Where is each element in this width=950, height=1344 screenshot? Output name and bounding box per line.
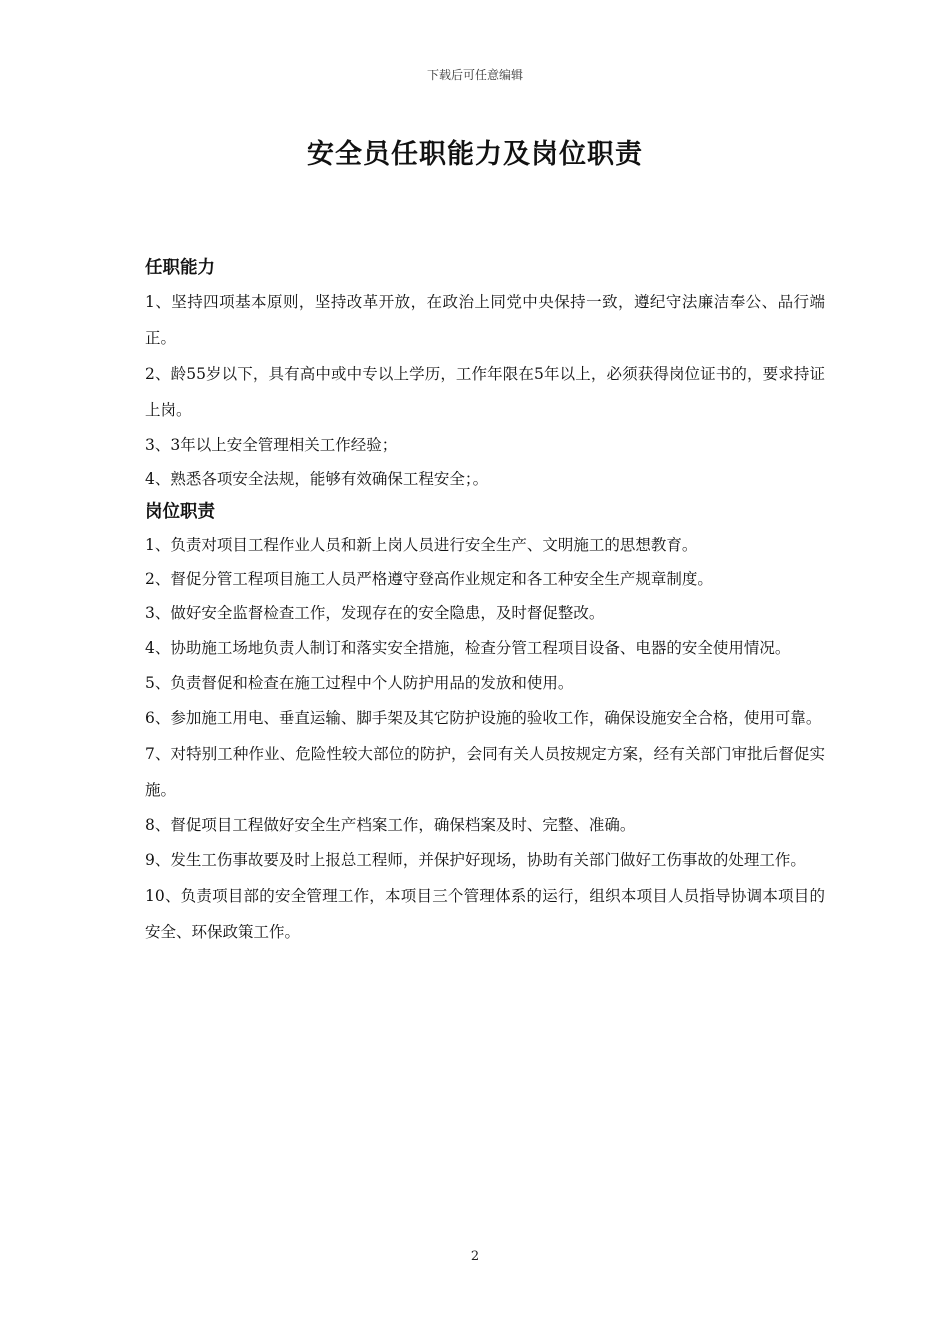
duty-item: 2、督促分管工程项目施工人员严格遵守登高作业规定和各工种安全生产规章制度。 bbox=[145, 570, 713, 588]
document-body bbox=[145, 252, 825, 950]
duty-item: 6、参加施工用电、垂直运输、脚手架及其它防护设施的验收工作，确保设施安全合格，使用可靠。 bbox=[145, 709, 822, 727]
duty-item: 1、负责对项目工程作业人员和新上岗人员进行安全生产、文明施工的思想教育。 bbox=[145, 536, 698, 554]
duty-item: 3、做好安全监督检查工作，发现存在的安全隐患，及时督促整改。 bbox=[145, 604, 605, 622]
qualification-item: 4、熟悉各项安全法规，能够有效确保工程安全；。 bbox=[145, 470, 489, 488]
duty-item: 7、对特别工种作业、危险性较大部位的防护，会同有关人员按规定方案，经有关部门审批后督促实施。 bbox=[145, 745, 825, 799]
qualification-item: 1、坚持四项基本原则，坚持改革开放，在政治上同党中央保持一致，遵纪守法廉洁奉公、品行端正。 bbox=[145, 293, 825, 347]
duty-item: 5、负责督促和检查在施工过程中个人防护用品的发放和使用。 bbox=[145, 674, 574, 692]
duty-item: 9、发生工伤事故要及时上报总工程师，并保护好现场，协助有关部门做好工伤事故的处理工作。 bbox=[145, 851, 806, 869]
qualification-item: 2、龄55岁以下，具有高中或中专以上学历，工作年限在5年以上，必须获得岗位证书的，要求持证上岗。 bbox=[145, 365, 825, 419]
duty-item: 8、督促项目工程做好安全生产档案工作，确保档案及时、完整、准确。 bbox=[145, 816, 636, 834]
qualification-item: 3、3年以上安全管理相关工作经验； bbox=[145, 436, 398, 454]
page-number: 2 bbox=[470, 1249, 480, 1264]
duty-item: 4、协助施工场地负责人制订和落实安全措施，检查分管工程项目设备、电器的安全使用情况。 bbox=[145, 639, 791, 657]
document-title: 安全员任职能力及岗位职责 bbox=[307, 139, 643, 170]
duty-item: 10、负责项目部的安全管理工作，本项目三个管理体系的运行，组织本项目人员指导协调本项目的安全、环保政策工作。 bbox=[145, 887, 825, 941]
header-note: 下载后可任意编辑 bbox=[426, 68, 523, 82]
section-heading-duties: 岗位职责 bbox=[145, 502, 215, 522]
section-heading-qualifications: 任职能力 bbox=[145, 258, 215, 278]
